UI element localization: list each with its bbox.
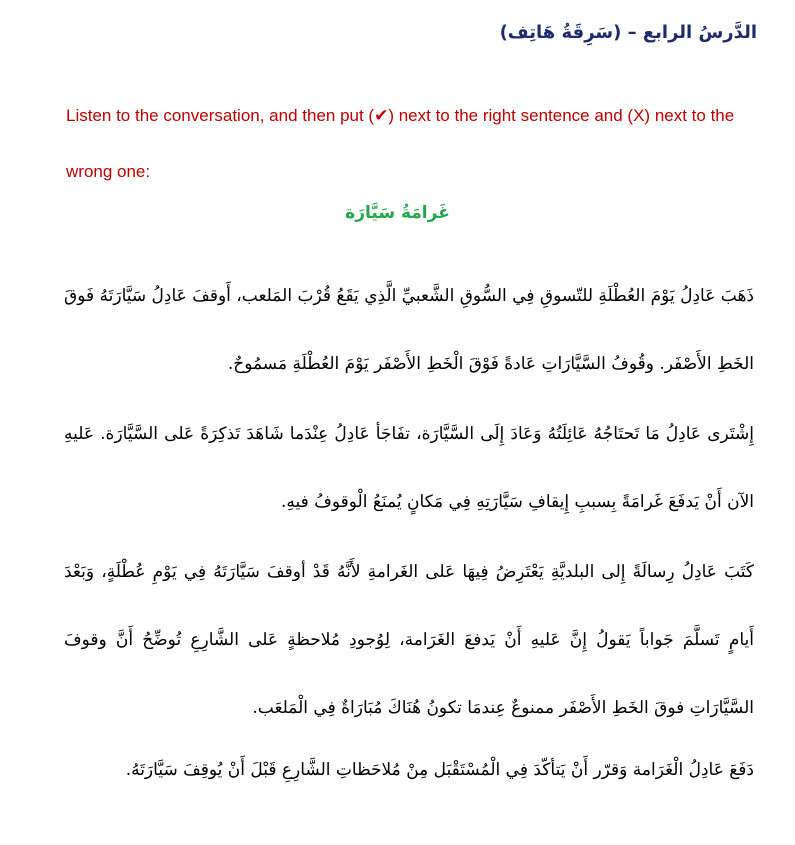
story-paragraph-1: ذَهَبَ عَادِلُ يَوْمَ العُطْلَةِ للتّسوقِ فِي السُّوقِ الشَّعبيِّ الَّذِي يَقَعُ قُرْبَ المَلعب، أَوقفَ عَادِلُ سَيَّارَتَهُ فَوقَ الخَطِ الأَصْفَر. وقُوفُ السَّيَّارَاتِ عَادةً فَوْقَ الْخَطِ الأَصْفَر يَوْمَ العُطْلَةِ مَسمُوحٌ. [64,286,754,374]
story-paragraph-4: دَفَعَ عَادِلُ الْغَرَامة وَقرّر أَنْ يَتأكّدَ فِي الْمُسْتَقْبَل مِنْ مُلاحَظاتِ الشَّارِعِ قَبْلَ أَنْ يُوقِفَ سَيَّارَتَهُ. [125,760,754,780]
story-paragraph-2: إِشْتَرى عَادِلُ مَا تَحتَاجُهُ عَائِلَتُهُ وَعَادَ إِلَى السَّيَّارَة، تفَاجَأ عَادِلُ عِنْدَما شَاهَدَ تَذكِرَةً عَلى السَّيَّارَة. عَليهِ الآن أَنْ يَدفَعَ غَرامَةً بِسببِ إِيقافِ سَيَّارَتِهِ فِي مَكانٍ يُمنَعُ الْوقوفُ فيهِ. [64,424,754,512]
story-paragraph-3: كَتَبَ عَادِلُ رِسالَةً إِلى البلديَّةِ يَعْتَرِضُ فِيهَا عَلى الغَرامةِ لأَنَّهُ قَدْ أوقفَ سَيَّارَتَهُ فِي يَوْمِ عُطْلَةٍ، وَبَعْدَ أَيامٍ تَسلَّمَ جَواباً يَقولُ إِنَّ عَليهِ أَنْ يَدفعَ الغَرَامة، لِوُجودِ مُلاحظةٍ عَلى الشَّارِعِ تُوضِّحُ أَنَّ وقوفَ السَّيَّارَاتِ فوقَ الخَطِ الأَصْفَر ممنوعٌ عِندمَا تكونُ هُنَاكَ مُبَارَاةٌ فِي الْمَلعَب. [64,562,754,718]
instructions-text: Listen to the conversation, and then put (✔) next to the right sentence and (X) next to the wrong one: [66,106,735,181]
story-title: غَرامَةُ سَيَّارَة [345,203,450,223]
lesson-title: الدَّرسُ الرابع – (سَرِقَةُ هَاتِف) [499,22,757,43]
